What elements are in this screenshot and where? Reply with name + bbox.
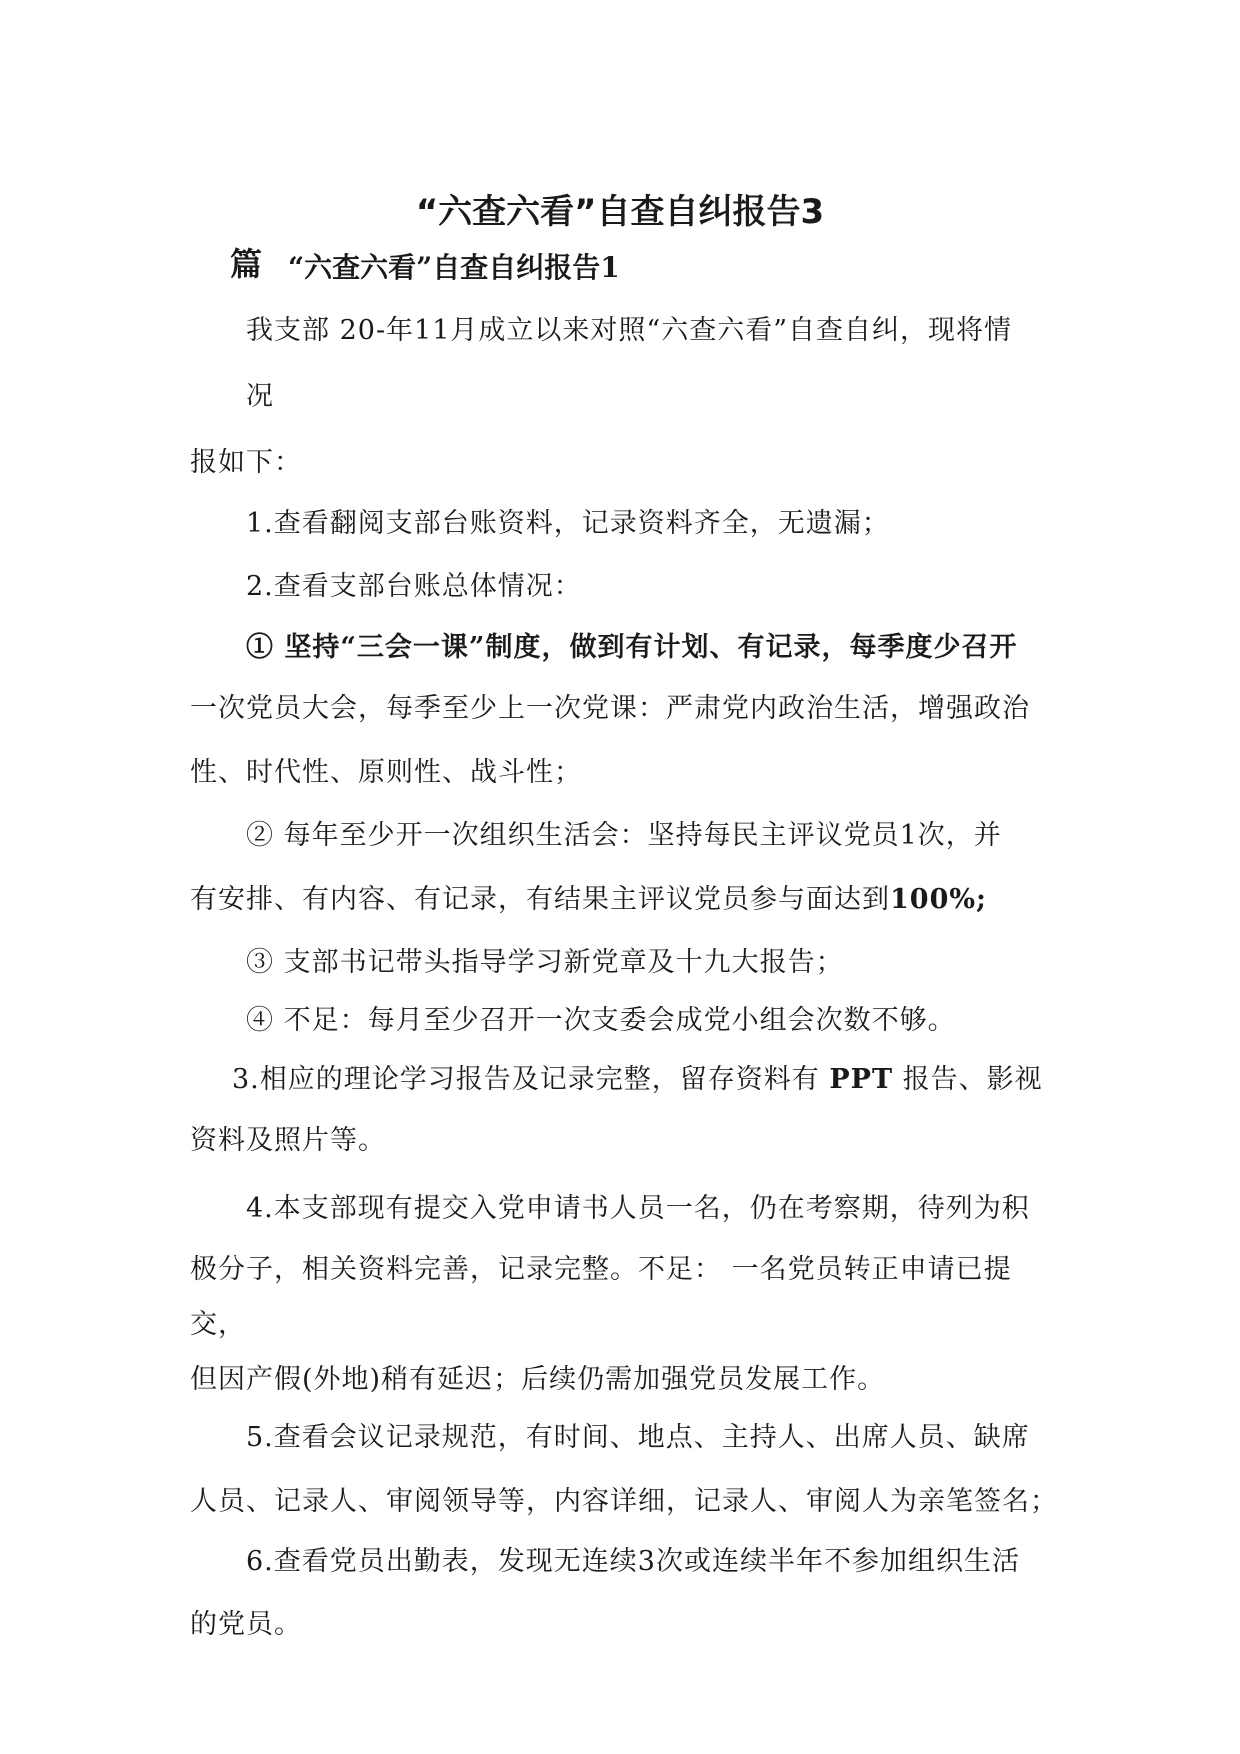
item-4-line-3: 交， bbox=[190, 1309, 246, 1340]
item-4-line-4: 但因产假(外地)稍有延迟；后续仍需加强党员发展工作。 bbox=[190, 1364, 886, 1395]
intro-line-2: 况 bbox=[246, 381, 274, 412]
item-3-line-2: 资料及照片等。 bbox=[190, 1125, 386, 1156]
item-4-line-2: 极分子，相关资料完善，记录完整。不足： 一名党员转正申请已提 bbox=[190, 1254, 1012, 1285]
intro-line-1: 我支部 20-年11月成立以来对照“六查六看”自查自纠，现将情 bbox=[246, 315, 1013, 346]
sub-item-2-text: 有安排、有内容、有记录，有结果主评议党员参与面达到 bbox=[190, 884, 890, 915]
item-6-line-2: 的党员。 bbox=[190, 1609, 302, 1640]
item-3-ppt: PPT bbox=[829, 1064, 894, 1095]
item-6-line-1: 6.查看党员出勤表，发现无连续3次或连续半年不参加组织生活 bbox=[246, 1546, 1020, 1577]
item-3-text-a: 3.相应的理论学习报告及记录完整，留存资料有 bbox=[232, 1064, 820, 1095]
intro-line-3: 报如下： bbox=[190, 447, 302, 478]
section-mark: 篇 bbox=[230, 245, 263, 283]
sub-item-1-line-3: 性、时代性、原则性、战斗性； bbox=[190, 757, 582, 788]
sub-item-2-percent: 100%; bbox=[890, 884, 987, 915]
item-2: 2.查看支部台账总体情况： bbox=[246, 571, 582, 602]
sub-item-3: ③ 支部书记带头指导学习新党章及十九大报告； bbox=[246, 947, 844, 978]
item-4-line-1: 4.本支部现有提交入党申请书人员一名，仍在考察期，待列为积 bbox=[246, 1193, 1030, 1224]
document-title: “六查六看”自查自纠报告3 bbox=[415, 192, 825, 232]
sub-item-1-line-2: 一次党员大会，每季至少上一次党课：严肃党内政治生活，增强政治 bbox=[190, 693, 1030, 724]
section-title: “六查六看”自查自纠报告1 bbox=[288, 251, 620, 284]
sub-item-2-line-2 bbox=[190, 883, 987, 917]
item-5-line-2: 人员、记录人、审阅领导等，内容详细，记录人、审阅人为亲笔签名； bbox=[190, 1486, 1058, 1517]
item-3-text-c: 报告、影视 bbox=[902, 1064, 1043, 1095]
item-1: 1.查看翻阅支部台账资料，记录资料齐全，无遗漏； bbox=[246, 508, 890, 539]
sub-item-1-line-1: ① 坚持“三会一课”制度，做到有计划、有记录，每季度少召开 bbox=[246, 632, 1018, 663]
item-5-line-1: 5.查看会议记录规范，有时间、地点、主持人、出席人员、缺席 bbox=[246, 1422, 1030, 1453]
sub-item-2-line-1: ② 每年至少开一次组织生活会：坚持每民主评议党员1次，并 bbox=[246, 820, 1002, 851]
item-3-line-1 bbox=[232, 1063, 1043, 1097]
sub-item-4: ④ 不足：每月至少召开一次支委会成党小组会次数不够。 bbox=[246, 1005, 956, 1036]
